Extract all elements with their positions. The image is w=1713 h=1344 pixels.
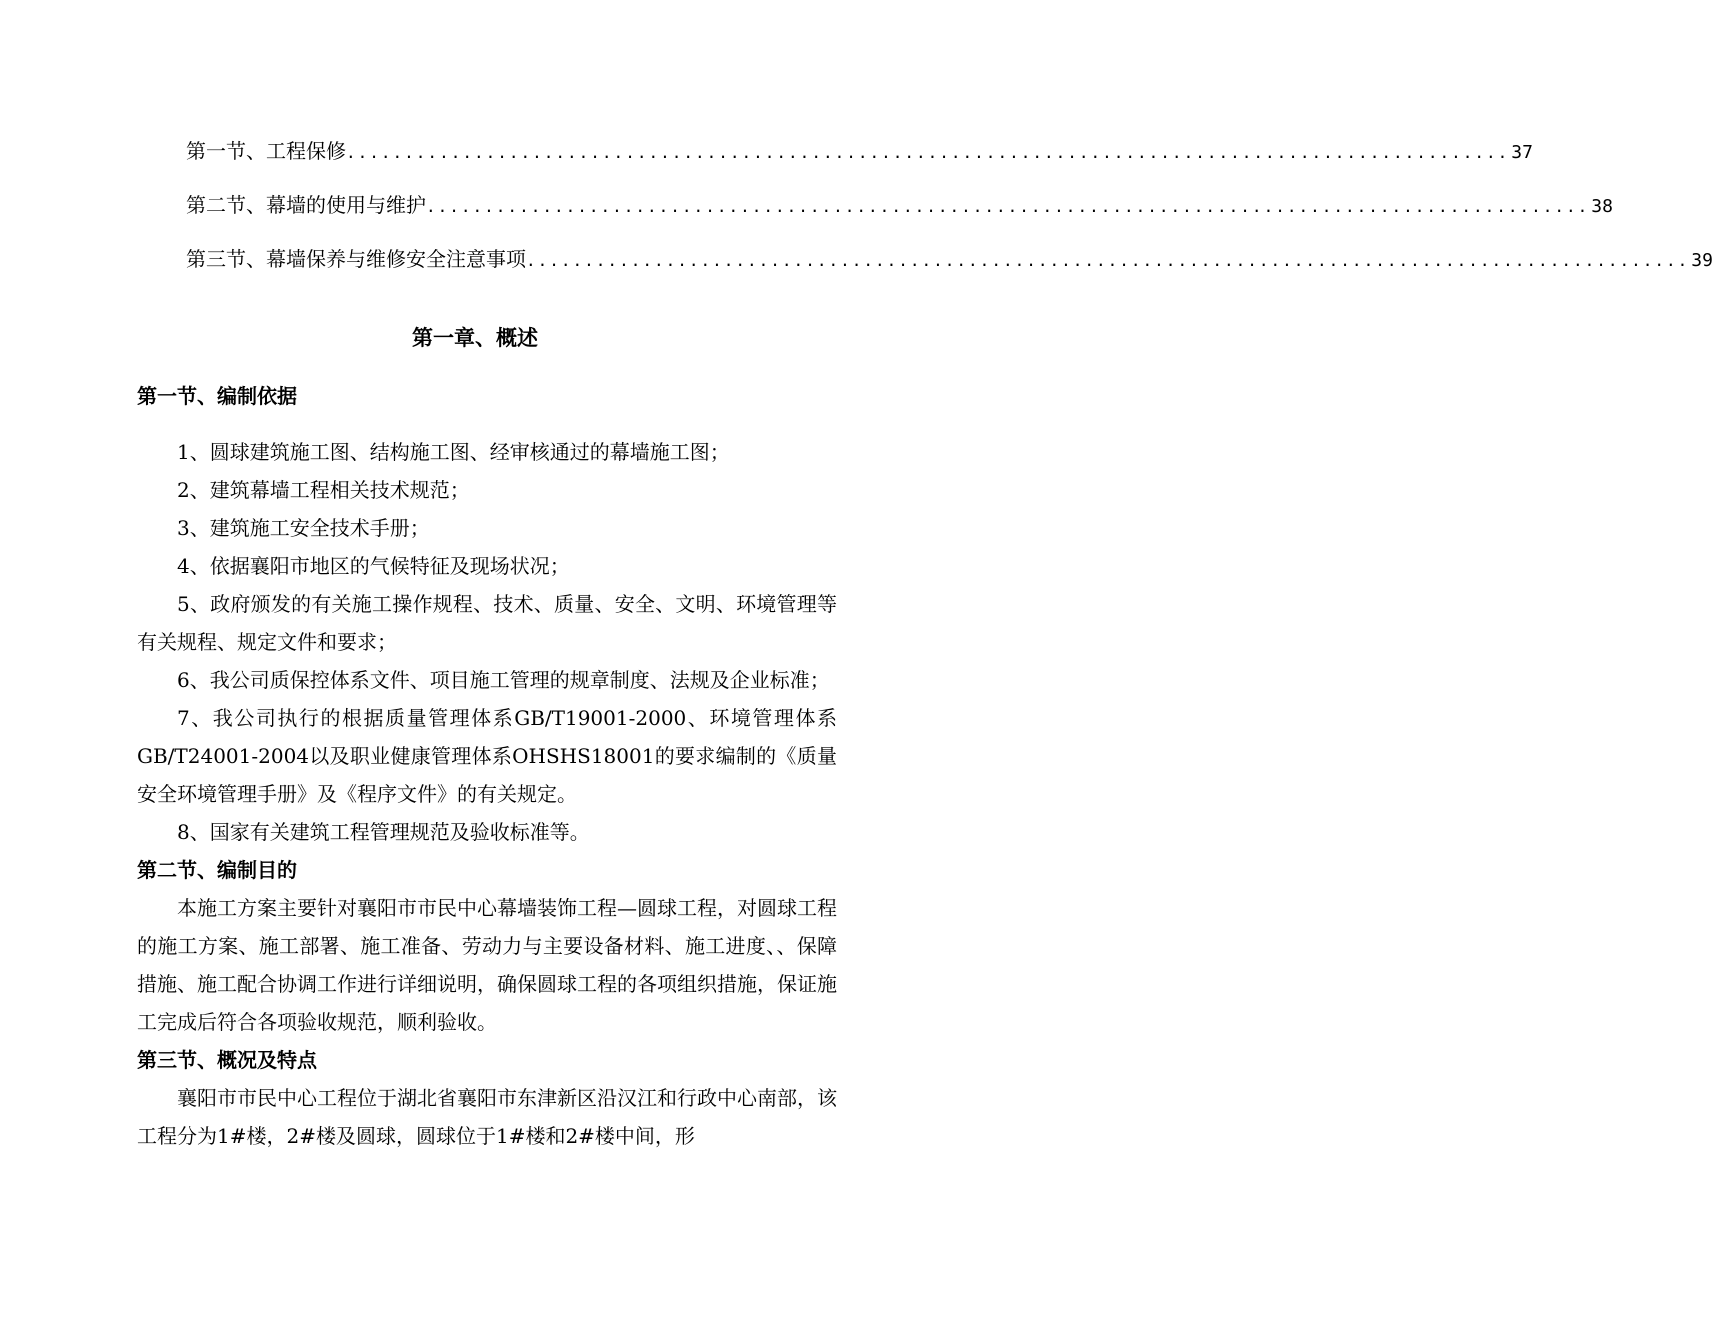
body-paragraph: 3、建筑施工安全技术手册；	[177, 516, 430, 540]
document-body	[137, 377, 837, 1155]
body-paragraph: 2、建筑幕墙工程相关技术规范；	[177, 478, 470, 502]
toc-entry-page: 37	[1511, 142, 1533, 163]
body-paragraph: 7、我公司执行的根据质量管理体系GB/T19001-2000、环境管理体系GB/T24001-2004以及职业健康管理体系OHSHS18001的要求编制的《质量安全环境管理手册》及《程序文件》的有关规定。	[137, 706, 837, 806]
toc-entry[interactable]	[186, 189, 1613, 243]
toc-leader-dots: ....................................................................................................	[346, 143, 1510, 162]
chapter-title: 第一章、概述	[412, 326, 538, 350]
body-paragraph: 4、依据襄阳市地区的气候特征及现场状况；	[177, 554, 570, 578]
toc-entry[interactable]	[186, 243, 1713, 297]
table-of-contents	[186, 135, 1713, 297]
section-heading: 第一节、编制依据	[137, 384, 297, 408]
toc-entry-page: 39	[1691, 250, 1713, 271]
body-paragraph: 5、政府颁发的有关施工操作规程、技术、质量、安全、文明、环境管理等有关规程、规定文件和要求；	[137, 592, 837, 654]
toc-entry-title: 第二节、幕墙的使用与维护	[186, 193, 426, 217]
body-paragraph: 8、国家有关建筑工程管理规范及验收标准等。	[177, 820, 590, 844]
section-heading: 第三节、概况及特点	[137, 1048, 317, 1072]
toc-leader-dots: ....................................................................................................	[526, 251, 1690, 270]
body-paragraph: 本施工方案主要针对襄阳市市民中心幕墙装饰工程—圆球工程，对圆球工程的施工方案、施工部署、施工准备、劳动力与主要设备材料、施工进度、、保障措施、施工配合协调工作进行详细说明，确保圆球工程的各项组织措施，保证施工完成后符合各项验收规范，顺利验收。	[137, 896, 837, 1034]
section-heading: 第二节、编制目的	[137, 858, 297, 882]
toc-entry-page: 38	[1591, 196, 1613, 217]
toc-entry[interactable]	[186, 135, 1533, 189]
body-paragraph: 6、我公司质保控体系文件、项目施工管理的规章制度、法规及企业标准；	[177, 668, 830, 692]
body-paragraph: 襄阳市市民中心工程位于湖北省襄阳市东津新区沿汉江和行政中心南部，该工程分为1#楼，2#楼及圆球，圆球位于1#楼和2#楼中间，形	[137, 1086, 837, 1148]
toc-leader-dots: ....................................................................................................	[426, 197, 1590, 216]
toc-entry-title: 第三节、幕墙保养与维修安全注意事项	[186, 247, 526, 271]
toc-entry-title: 第一节、工程保修	[186, 139, 346, 163]
body-paragraph: 1、圆球建筑施工图、结构施工图、经审核通过的幕墙施工图；	[177, 440, 730, 464]
